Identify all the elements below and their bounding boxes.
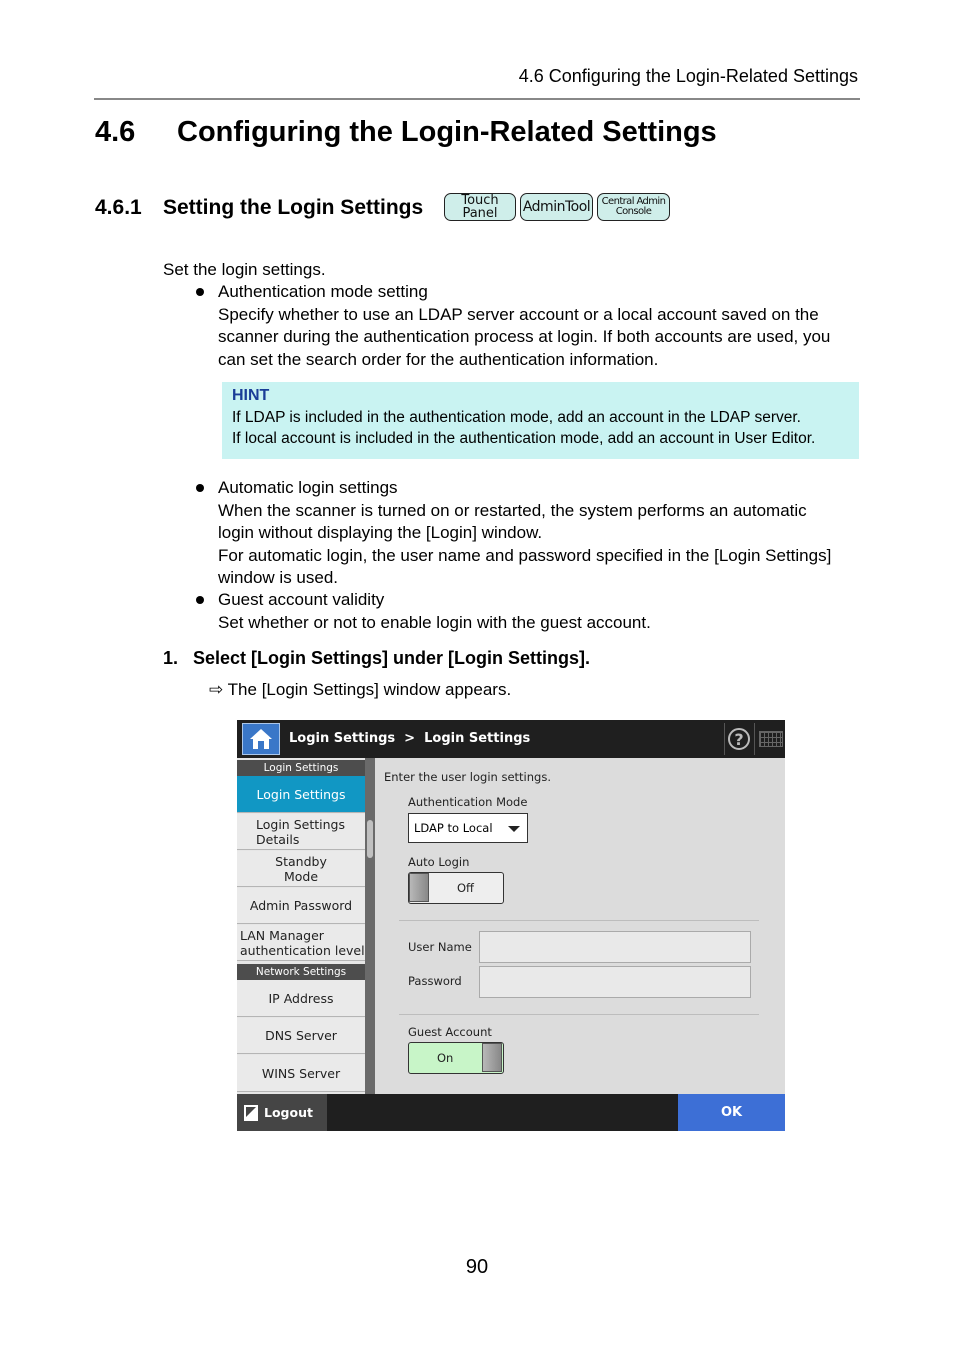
- result-arrow-icon: ⇨: [209, 680, 224, 699]
- sidebar-item-lan-manager-level[interactable]: LAN Manager authentication level: [237, 925, 365, 961]
- sidebar-group-network-settings: Network Settings: [237, 964, 365, 980]
- step-instruction: 1. Select [Login Settings] under [Login Settings].: [163, 648, 591, 668]
- central-admin-console-badge: Central Admin Console: [597, 193, 670, 221]
- auth-mode-label: Authentication Mode: [408, 795, 528, 809]
- bullet-line: When the scanner is turned on or restarted, the system performs an automatic: [218, 500, 807, 520]
- guest-account-toggle[interactable]: [408, 1042, 504, 1074]
- hint-line: If local account is included in the authentication mode, add an account in User Editor.: [232, 430, 816, 447]
- sidebar-scrollbar[interactable]: [365, 758, 375, 1094]
- title-bar: [237, 720, 785, 758]
- bullet-title: Automatic login settings: [218, 478, 398, 497]
- password-label: Password: [408, 974, 462, 988]
- bullet-dot: [196, 484, 204, 492]
- user-name-label: User Name: [408, 940, 472, 954]
- bullet-line: Specify whether to use an LDAP server account or a local account saved on the: [218, 304, 819, 324]
- auth-mode-dropdown[interactable]: [408, 813, 528, 843]
- sidebar-item-login-settings-details[interactable]: Login Settings Details: [237, 814, 365, 850]
- sidebar-group-login-settings: Login Settings: [237, 760, 365, 776]
- logout-button[interactable]: [237, 1094, 327, 1131]
- header-rule: [94, 98, 860, 100]
- running-header: 4.6 Configuring the Login-Related Settings: [518, 66, 858, 86]
- subsection-number: 4.6.1: [95, 196, 142, 219]
- bullet-line: For automatic login, the user name and password specified in the [Login Settings]: [218, 545, 832, 565]
- settings-panel: [375, 758, 785, 1094]
- home-icon: [248, 727, 274, 751]
- auto-login-value: Off: [457, 881, 474, 895]
- section-number: 4.6: [95, 116, 136, 148]
- sidebar-item-standby-mode[interactable]: Standby Mode: [237, 851, 365, 887]
- login-settings-screenshot: [237, 720, 785, 1131]
- section-title: [95, 116, 717, 149]
- keyboard-button[interactable]: [754, 723, 785, 755]
- sidebar-item-login-settings[interactable]: Login Settings: [237, 776, 365, 813]
- hint-title: HINT: [232, 387, 270, 404]
- logout-label: Logout: [264, 1105, 313, 1120]
- dropdown-arrow-icon: [508, 826, 520, 832]
- page-number: 90: [465, 1256, 489, 1278]
- toggle-knob: [409, 873, 429, 902]
- hint-box: [222, 382, 859, 459]
- user-name-input[interactable]: [479, 931, 751, 963]
- guest-account-label: Guest Account: [408, 1025, 492, 1039]
- subsection-title-text: Setting the Login Settings: [163, 196, 424, 219]
- sidebar-item-wins-server[interactable]: WINS Server: [237, 1055, 365, 1092]
- logout-icon: [244, 1105, 258, 1121]
- sidebar: [237, 758, 365, 1094]
- sidebar-item-admin-password[interactable]: Admin Password: [237, 888, 365, 924]
- help-button[interactable]: [724, 723, 753, 755]
- bullet-line: login without displaying the [Login] window.: [218, 523, 543, 542]
- bottom-bar: [237, 1094, 785, 1131]
- bullet-dot: [196, 596, 204, 604]
- bullet-automatic-login: [218, 477, 831, 590]
- ok-button[interactable]: OK: [678, 1094, 785, 1131]
- sidebar-scroll-thumb[interactable]: [367, 820, 373, 858]
- sidebar-item-dns-server[interactable]: DNS Server: [237, 1018, 365, 1054]
- hint-line: If LDAP is included in the authentication mode, add an account in the LDAP server.: [232, 409, 801, 426]
- auth-mode-value: LDAP to Local: [414, 821, 493, 835]
- step-result: [209, 680, 511, 700]
- bullet-line: can set the search order for the authentication information.: [218, 349, 659, 369]
- auto-login-label: Auto Login: [408, 855, 470, 869]
- admin-tool-badge: AdminTool: [520, 193, 593, 221]
- divider: [399, 920, 759, 921]
- touch-panel-badge: Touch Panel: [444, 193, 516, 221]
- guest-account-value: On: [437, 1051, 454, 1065]
- bullet-title: Authentication mode setting: [218, 282, 428, 301]
- bullet-title: Guest account validity: [218, 590, 385, 609]
- bullet-dot: [196, 288, 204, 296]
- keyboard-icon: [759, 731, 783, 747]
- bullet-line: Set whether or not to enable login with the guest account.: [218, 612, 651, 632]
- help-icon: ?: [728, 728, 750, 750]
- password-input[interactable]: [479, 966, 751, 998]
- sidebar-item-ip-address[interactable]: IP Address: [237, 980, 365, 1017]
- subsection-title: [95, 196, 423, 220]
- bullet-line: window is used.: [218, 568, 339, 587]
- bullet-authentication-mode: [218, 281, 830, 371]
- result-text: The [Login Settings] window appears.: [227, 680, 512, 699]
- instruction-text: Enter the user login settings.: [384, 770, 551, 784]
- toggle-knob: [482, 1043, 502, 1072]
- intro-text: Set the login settings.: [163, 260, 326, 279]
- breadcrumb: Login Settings > Login Settings: [289, 731, 531, 746]
- home-button[interactable]: [242, 723, 280, 755]
- bullet-guest-account: [218, 589, 651, 634]
- section-title-text: Configuring the Login-Related Settings: [177, 116, 717, 148]
- auto-login-toggle[interactable]: [408, 872, 504, 904]
- bullet-line: scanner during the authentication process at login. If both accounts are used, you: [218, 327, 831, 346]
- divider: [399, 1014, 759, 1015]
